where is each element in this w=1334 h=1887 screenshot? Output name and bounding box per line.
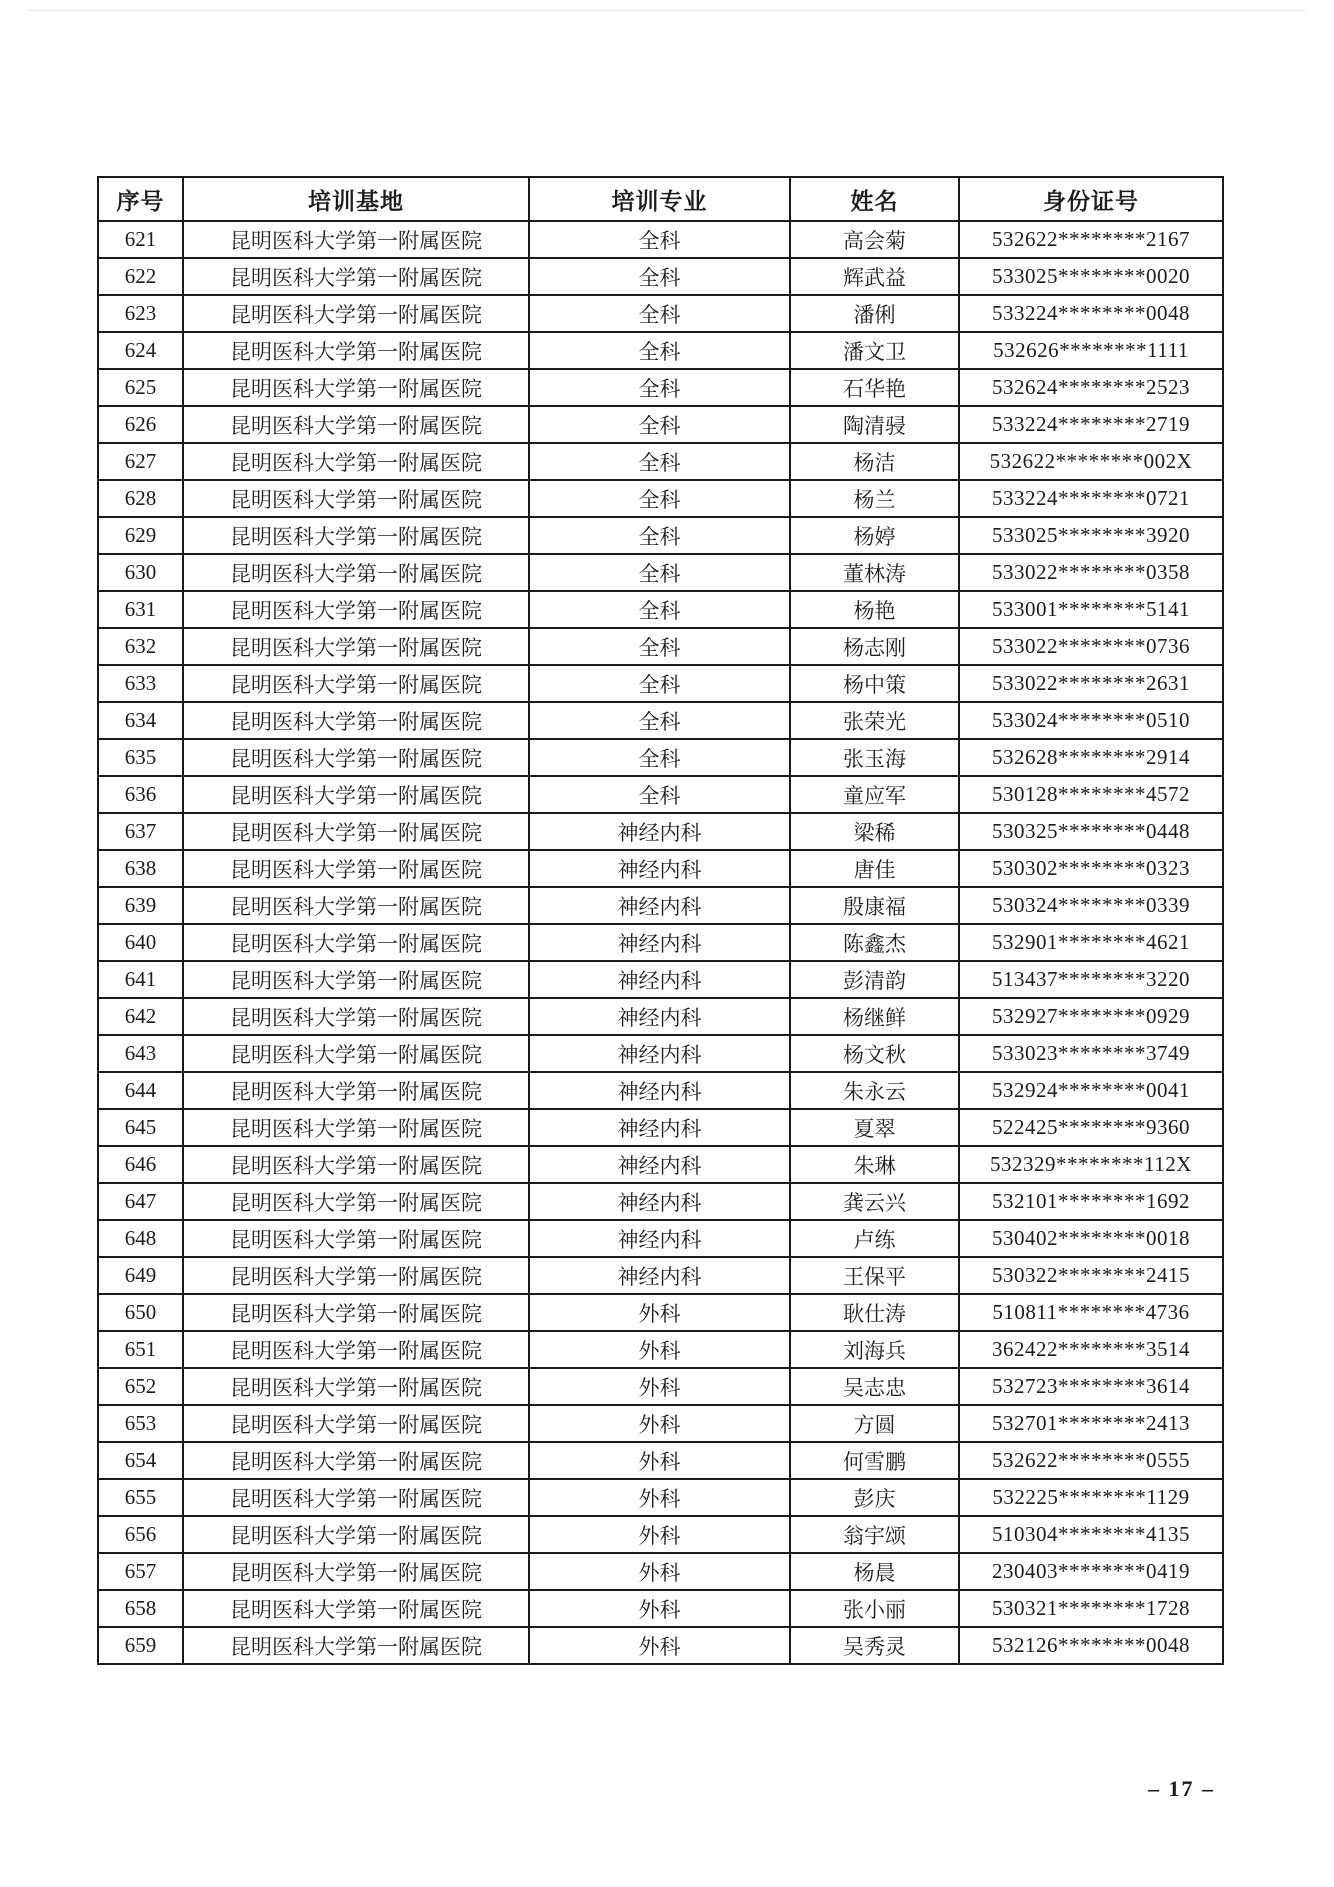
table-cell-training-base: 昆明医科大学第一附属医院 (183, 1294, 529, 1331)
table-cell-id-number: 533022********0358 (959, 554, 1223, 591)
table-cell-training-specialty: 全科 (529, 554, 790, 591)
table-cell-id-number: 532901********4621 (959, 924, 1223, 961)
table-cell-name: 张玉海 (790, 739, 959, 776)
table-cell-training-specialty: 神经内科 (529, 1146, 790, 1183)
table-row (98, 554, 1223, 591)
table-cell-training-base: 昆明医科大学第一附属医院 (183, 887, 529, 924)
table-cell-index: 648 (98, 1220, 183, 1257)
table-cell-name: 夏翠 (790, 1109, 959, 1146)
table-cell-training-base: 昆明医科大学第一附属医院 (183, 1479, 529, 1516)
table-row (98, 332, 1223, 369)
table-cell-training-specialty: 神经内科 (529, 1109, 790, 1146)
table-cell-id-number: 532723********3614 (959, 1368, 1223, 1405)
table-cell-training-base: 昆明医科大学第一附属医院 (183, 1627, 529, 1664)
table-cell-id-number: 530402********0018 (959, 1220, 1223, 1257)
table-row (98, 1442, 1223, 1479)
table-row (98, 1294, 1223, 1331)
table-cell-training-base: 昆明医科大学第一附属医院 (183, 443, 529, 480)
table-cell-name: 潘俐 (790, 295, 959, 332)
table-cell-index: 638 (98, 850, 183, 887)
table-cell-id-number: 530324********0339 (959, 887, 1223, 924)
table-cell-index: 659 (98, 1627, 183, 1664)
table-cell-name: 高会菊 (790, 221, 959, 258)
table-row (98, 998, 1223, 1035)
table-cell-name: 吴志忠 (790, 1368, 959, 1405)
column-header-name: 姓名 (790, 177, 959, 221)
table-cell-name: 潘文卫 (790, 332, 959, 369)
table-cell-index: 633 (98, 665, 183, 702)
table-cell-index: 656 (98, 1516, 183, 1553)
table-cell-index: 651 (98, 1331, 183, 1368)
table-cell-index: 637 (98, 813, 183, 850)
table-row (98, 887, 1223, 924)
table-cell-training-base: 昆明医科大学第一附属医院 (183, 1072, 529, 1109)
table-cell-training-base: 昆明医科大学第一附属医院 (183, 1331, 529, 1368)
table-cell-training-specialty: 外科 (529, 1590, 790, 1627)
table-cell-training-specialty: 外科 (529, 1553, 790, 1590)
table-cell-training-specialty: 全科 (529, 628, 790, 665)
trainee-roster-table (97, 176, 1224, 1665)
table-cell-index: 647 (98, 1183, 183, 1220)
table-row (98, 1183, 1223, 1220)
table-cell-index: 653 (98, 1405, 183, 1442)
table-cell-name: 卢练 (790, 1220, 959, 1257)
table-cell-id-number: 530128********4572 (959, 776, 1223, 813)
table-cell-id-number: 532622********002X (959, 443, 1223, 480)
table-cell-training-specialty: 全科 (529, 517, 790, 554)
table-cell-name: 杨文秋 (790, 1035, 959, 1072)
table-cell-index: 644 (98, 1072, 183, 1109)
table-cell-index: 630 (98, 554, 183, 591)
table-cell-name: 唐佳 (790, 850, 959, 887)
page-top-edge (28, 10, 1306, 11)
table-cell-name: 杨婷 (790, 517, 959, 554)
table-row (98, 1368, 1223, 1405)
table-row (98, 1553, 1223, 1590)
table-row (98, 1035, 1223, 1072)
table-cell-training-base: 昆明医科大学第一附属医院 (183, 739, 529, 776)
table-cell-index: 634 (98, 702, 183, 739)
table-cell-index: 643 (98, 1035, 183, 1072)
table-cell-training-specialty: 全科 (529, 369, 790, 406)
table-cell-name: 石华艳 (790, 369, 959, 406)
table-cell-training-base: 昆明医科大学第一附属医院 (183, 295, 529, 332)
table-cell-id-number: 533024********0510 (959, 702, 1223, 739)
table-cell-name: 耿仕涛 (790, 1294, 959, 1331)
table-cell-id-number: 533025********3920 (959, 517, 1223, 554)
table-row (98, 665, 1223, 702)
page-number: – 17 – (1148, 1776, 1215, 1801)
table-cell-id-number: 533023********3749 (959, 1035, 1223, 1072)
table-cell-name: 杨志刚 (790, 628, 959, 665)
table-cell-name: 梁稀 (790, 813, 959, 850)
table-row (98, 221, 1223, 258)
table-cell-index: 654 (98, 1442, 183, 1479)
table-cell-id-number: 532927********0929 (959, 998, 1223, 1035)
table-cell-training-base: 昆明医科大学第一附属医院 (183, 406, 529, 443)
table-cell-id-number: 533022********0736 (959, 628, 1223, 665)
table-cell-training-base: 昆明医科大学第一附属医院 (183, 998, 529, 1035)
table-cell-index: 657 (98, 1553, 183, 1590)
table-cell-index: 621 (98, 221, 183, 258)
column-header-training-specialty: 培训专业 (529, 177, 790, 221)
table-cell-id-number: 530322********2415 (959, 1257, 1223, 1294)
table-cell-training-specialty: 全科 (529, 221, 790, 258)
table-header (98, 177, 1223, 221)
table-row (98, 406, 1223, 443)
table-cell-training-base: 昆明医科大学第一附属医院 (183, 480, 529, 517)
table-cell-index: 625 (98, 369, 183, 406)
table-row (98, 369, 1223, 406)
table-cell-training-specialty: 神经内科 (529, 1220, 790, 1257)
table-cell-training-specialty: 神经内科 (529, 961, 790, 998)
table-row (98, 776, 1223, 813)
table-cell-name: 杨艳 (790, 591, 959, 628)
table-cell-index: 623 (98, 295, 183, 332)
table-row (98, 1331, 1223, 1368)
table-cell-training-base: 昆明医科大学第一附属医院 (183, 1442, 529, 1479)
table-cell-training-specialty: 全科 (529, 443, 790, 480)
table-cell-training-base: 昆明医科大学第一附属医院 (183, 1405, 529, 1442)
table-cell-index: 640 (98, 924, 183, 961)
table-cell-training-base: 昆明医科大学第一附属医院 (183, 702, 529, 739)
table-header-row (98, 177, 1223, 221)
table-cell-name: 童应军 (790, 776, 959, 813)
table-cell-name: 杨中策 (790, 665, 959, 702)
table-row (98, 1146, 1223, 1183)
table-cell-index: 650 (98, 1294, 183, 1331)
table-row (98, 1257, 1223, 1294)
table-cell-id-number: 532626********1111 (959, 332, 1223, 369)
table-row (98, 1109, 1223, 1146)
table-cell-id-number: 533025********0020 (959, 258, 1223, 295)
table-cell-index: 641 (98, 961, 183, 998)
table-cell-index: 655 (98, 1479, 183, 1516)
table-cell-id-number: 533224********0721 (959, 480, 1223, 517)
table-cell-id-number: 530302********0323 (959, 850, 1223, 887)
table-cell-id-number: 510811********4736 (959, 1294, 1223, 1331)
table-cell-training-base: 昆明医科大学第一附属医院 (183, 961, 529, 998)
table-cell-name: 陶清骎 (790, 406, 959, 443)
table-cell-training-base: 昆明医科大学第一附属医院 (183, 1146, 529, 1183)
table-cell-name: 张荣光 (790, 702, 959, 739)
table-cell-index: 627 (98, 443, 183, 480)
table-cell-index: 632 (98, 628, 183, 665)
table-cell-name: 朱永云 (790, 1072, 959, 1109)
table-cell-training-base: 昆明医科大学第一附属医院 (183, 924, 529, 961)
table-cell-training-specialty: 神经内科 (529, 1035, 790, 1072)
table-cell-training-base: 昆明医科大学第一附属医院 (183, 221, 529, 258)
table-cell-training-specialty: 全科 (529, 591, 790, 628)
table-cell-training-specialty: 全科 (529, 739, 790, 776)
table-cell-training-base: 昆明医科大学第一附属医院 (183, 1183, 529, 1220)
table-cell-training-base: 昆明医科大学第一附属医院 (183, 1109, 529, 1146)
table-row (98, 924, 1223, 961)
table-cell-training-specialty: 全科 (529, 332, 790, 369)
table-cell-name: 方圆 (790, 1405, 959, 1442)
table-cell-training-base: 昆明医科大学第一附属医院 (183, 1553, 529, 1590)
table-cell-id-number: 532622********0555 (959, 1442, 1223, 1479)
table-cell-index: 624 (98, 332, 183, 369)
table-cell-index: 646 (98, 1146, 183, 1183)
table-cell-training-base: 昆明医科大学第一附属医院 (183, 665, 529, 702)
table-row (98, 591, 1223, 628)
table-row (98, 850, 1223, 887)
table-cell-training-specialty: 神经内科 (529, 850, 790, 887)
table-cell-id-number: 522425********9360 (959, 1109, 1223, 1146)
table-row (98, 443, 1223, 480)
table-cell-name: 何雪鹏 (790, 1442, 959, 1479)
table-cell-id-number: 530325********0448 (959, 813, 1223, 850)
table-cell-id-number: 532924********0041 (959, 1072, 1223, 1109)
table-cell-name: 杨兰 (790, 480, 959, 517)
table-cell-name: 杨继鲜 (790, 998, 959, 1035)
table-cell-training-specialty: 外科 (529, 1516, 790, 1553)
table-cell-index: 645 (98, 1109, 183, 1146)
column-header-index: 序号 (98, 177, 183, 221)
table-cell-id-number: 532622********2167 (959, 221, 1223, 258)
table-cell-name: 辉武益 (790, 258, 959, 295)
table-cell-index: 628 (98, 480, 183, 517)
column-header-training-base: 培训基地 (183, 177, 529, 221)
table-row (98, 961, 1223, 998)
table-cell-training-specialty: 神经内科 (529, 887, 790, 924)
table-row (98, 1072, 1223, 1109)
table-cell-id-number: 510304********4135 (959, 1516, 1223, 1553)
table-row (98, 1590, 1223, 1627)
table-cell-training-base: 昆明医科大学第一附属医院 (183, 554, 529, 591)
table-cell-name: 杨洁 (790, 443, 959, 480)
table-cell-training-specialty: 神经内科 (529, 998, 790, 1035)
table-cell-training-base: 昆明医科大学第一附属医院 (183, 1220, 529, 1257)
table-cell-name: 彭清韵 (790, 961, 959, 998)
table-cell-id-number: 532101********1692 (959, 1183, 1223, 1220)
table-cell-name: 董林涛 (790, 554, 959, 591)
table-cell-index: 635 (98, 739, 183, 776)
table-cell-id-number: 532628********2914 (959, 739, 1223, 776)
table-cell-training-specialty: 全科 (529, 702, 790, 739)
table-row (98, 1627, 1223, 1664)
table-cell-training-specialty: 神经内科 (529, 813, 790, 850)
table-cell-id-number: 530321********1728 (959, 1590, 1223, 1627)
table-cell-id-number: 362422********3514 (959, 1331, 1223, 1368)
table-cell-name: 陈鑫杰 (790, 924, 959, 961)
table-cell-index: 636 (98, 776, 183, 813)
table-cell-training-specialty: 全科 (529, 258, 790, 295)
table-cell-name: 殷康福 (790, 887, 959, 924)
table-row (98, 702, 1223, 739)
table-cell-training-specialty: 神经内科 (529, 924, 790, 961)
column-header-id-number: 身份证号 (959, 177, 1223, 221)
table-cell-index: 626 (98, 406, 183, 443)
table-row (98, 480, 1223, 517)
table-cell-training-specialty: 外科 (529, 1331, 790, 1368)
table-cell-training-base: 昆明医科大学第一附属医院 (183, 628, 529, 665)
table-cell-index: 649 (98, 1257, 183, 1294)
table-cell-training-base: 昆明医科大学第一附属医院 (183, 258, 529, 295)
table-row (98, 1479, 1223, 1516)
table-cell-training-base: 昆明医科大学第一附属医院 (183, 1516, 529, 1553)
table-cell-id-number: 533224********0048 (959, 295, 1223, 332)
table-cell-index: 652 (98, 1368, 183, 1405)
table-cell-name: 杨晨 (790, 1553, 959, 1590)
table-row (98, 1516, 1223, 1553)
table-cell-id-number: 532126********0048 (959, 1627, 1223, 1664)
table-cell-training-specialty: 全科 (529, 406, 790, 443)
table-cell-name: 张小丽 (790, 1590, 959, 1627)
table-cell-id-number: 533022********2631 (959, 665, 1223, 702)
table-cell-id-number: 532329********112X (959, 1146, 1223, 1183)
table-cell-index: 622 (98, 258, 183, 295)
table-cell-training-base: 昆明医科大学第一附属医院 (183, 332, 529, 369)
table-row (98, 517, 1223, 554)
table-cell-training-specialty: 神经内科 (529, 1257, 790, 1294)
table-cell-index: 629 (98, 517, 183, 554)
table-cell-id-number: 532701********2413 (959, 1405, 1223, 1442)
table-cell-name: 朱琳 (790, 1146, 959, 1183)
table-row (98, 258, 1223, 295)
table-cell-id-number: 230403********0419 (959, 1553, 1223, 1590)
table-cell-training-specialty: 外科 (529, 1405, 790, 1442)
table-cell-training-specialty: 外科 (529, 1368, 790, 1405)
table-cell-index: 658 (98, 1590, 183, 1627)
table-row (98, 813, 1223, 850)
table-cell-training-specialty: 外科 (529, 1294, 790, 1331)
table-cell-index: 639 (98, 887, 183, 924)
table-cell-training-base: 昆明医科大学第一附属医院 (183, 776, 529, 813)
table-row (98, 295, 1223, 332)
table-row (98, 739, 1223, 776)
table-cell-training-specialty: 神经内科 (529, 1183, 790, 1220)
table-cell-training-specialty: 外科 (529, 1627, 790, 1664)
table-cell-name: 翁宇颂 (790, 1516, 959, 1553)
table-cell-id-number: 513437********3220 (959, 961, 1223, 998)
table-row (98, 1405, 1223, 1442)
table-cell-training-base: 昆明医科大学第一附属医院 (183, 1368, 529, 1405)
table-cell-training-base: 昆明医科大学第一附属医院 (183, 591, 529, 628)
table-cell-id-number: 533224********2719 (959, 406, 1223, 443)
table-cell-name: 吴秀灵 (790, 1627, 959, 1664)
table-cell-index: 642 (98, 998, 183, 1035)
table-cell-training-base: 昆明医科大学第一附属医院 (183, 369, 529, 406)
table-row (98, 1220, 1223, 1257)
table-cell-id-number: 533001********5141 (959, 591, 1223, 628)
table-cell-training-base: 昆明医科大学第一附属医院 (183, 517, 529, 554)
table-cell-training-base: 昆明医科大学第一附属医院 (183, 1035, 529, 1072)
table-cell-name: 王保平 (790, 1257, 959, 1294)
table-cell-name: 龚云兴 (790, 1183, 959, 1220)
table-cell-training-base: 昆明医科大学第一附属医院 (183, 850, 529, 887)
table-body (98, 221, 1223, 1664)
table-cell-training-specialty: 神经内科 (529, 1072, 790, 1109)
table-cell-training-specialty: 全科 (529, 480, 790, 517)
table-cell-training-specialty: 全科 (529, 776, 790, 813)
table-cell-training-specialty: 外科 (529, 1479, 790, 1516)
table-cell-training-base: 昆明医科大学第一附属医院 (183, 813, 529, 850)
table-cell-name: 彭庆 (790, 1479, 959, 1516)
table-cell-training-specialty: 全科 (529, 665, 790, 702)
table-cell-training-specialty: 全科 (529, 295, 790, 332)
table-cell-training-base: 昆明医科大学第一附属医院 (183, 1590, 529, 1627)
table-cell-index: 631 (98, 591, 183, 628)
table-cell-training-specialty: 外科 (529, 1442, 790, 1479)
table-cell-id-number: 532225********1129 (959, 1479, 1223, 1516)
table-cell-id-number: 532624********2523 (959, 369, 1223, 406)
table-cell-training-base: 昆明医科大学第一附属医院 (183, 1257, 529, 1294)
table-row (98, 628, 1223, 665)
table-cell-name: 刘海兵 (790, 1331, 959, 1368)
